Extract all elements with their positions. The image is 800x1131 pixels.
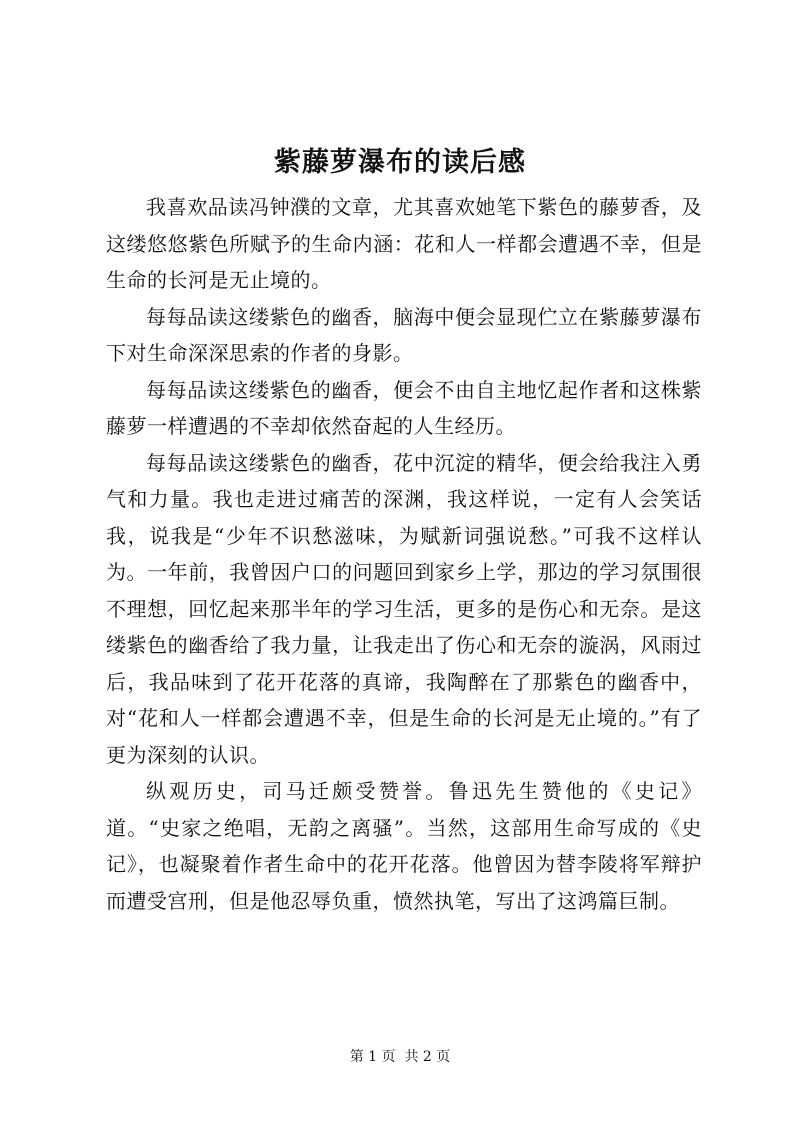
paragraph-4: 每每品读这缕紫色的幽香，花中沉淀的精华，便会给我注入勇气和力量。我也走进过痛苦的深渊，我这样说，一定有人会笑话我，说我是“少年不识愁滋味，为赋新词强说愁。”可我不这样认为。一年前，我曾因户口的问题回到家乡上学，那边的学习氛围很不理想，回忆起来那半年的学习生活，更多的是伤心和无奈。是这缕紫色的幽香给了我力量，让我走出了伤心和无奈的漩涡，风雨过后，我品味到了花开花落的真谛，我陶醉在了那紫色的幽香中，对“花和人一样都会遭遇不幸，但是生命的长河是无止境的。”有了更为深刻的认识。 xyxy=(106,450,702,767)
document-body xyxy=(106,189,702,919)
paragraph-5: 纵观历史，司马迁颇受赞誉。鲁迅先生赞他的《史记》道。“史家之绝唱，无韵之离骚”。当然，这部用生命写成的《史记》，也凝聚着作者生命中的花开花落。他曾因为替李陵将军辩护而遭受宫刑，但是他忍辱负重，愤然执笔，写出了这鸿篇巨制。 xyxy=(106,779,702,913)
paragraph-2: 每每品读这缕紫色的幽香，脑海中便会显现伫立在紫藤萝瀑布下对生命深深思索的作者的身影。 xyxy=(106,304,702,365)
paragraph-1: 我喜欢品读冯钟濮的文章，尤其喜欢她笔下紫色的藤萝香，及这缕悠悠紫色所赋予的生命内涵：花和人一样都会遭遇不幸，但是生命的长河是无止境的。 xyxy=(106,195,702,292)
page-number-footer: 第 1 页 共 2 页 xyxy=(349,1049,451,1065)
paragraph-3: 每每品读这缕紫色的幽香，便会不由自主地忆起作者和这株紫藤萝一样遭遇的不幸却依然奋起的人生经历。 xyxy=(106,377,702,438)
document-title: 紫藤萝瀑布的读后感 xyxy=(274,147,526,178)
